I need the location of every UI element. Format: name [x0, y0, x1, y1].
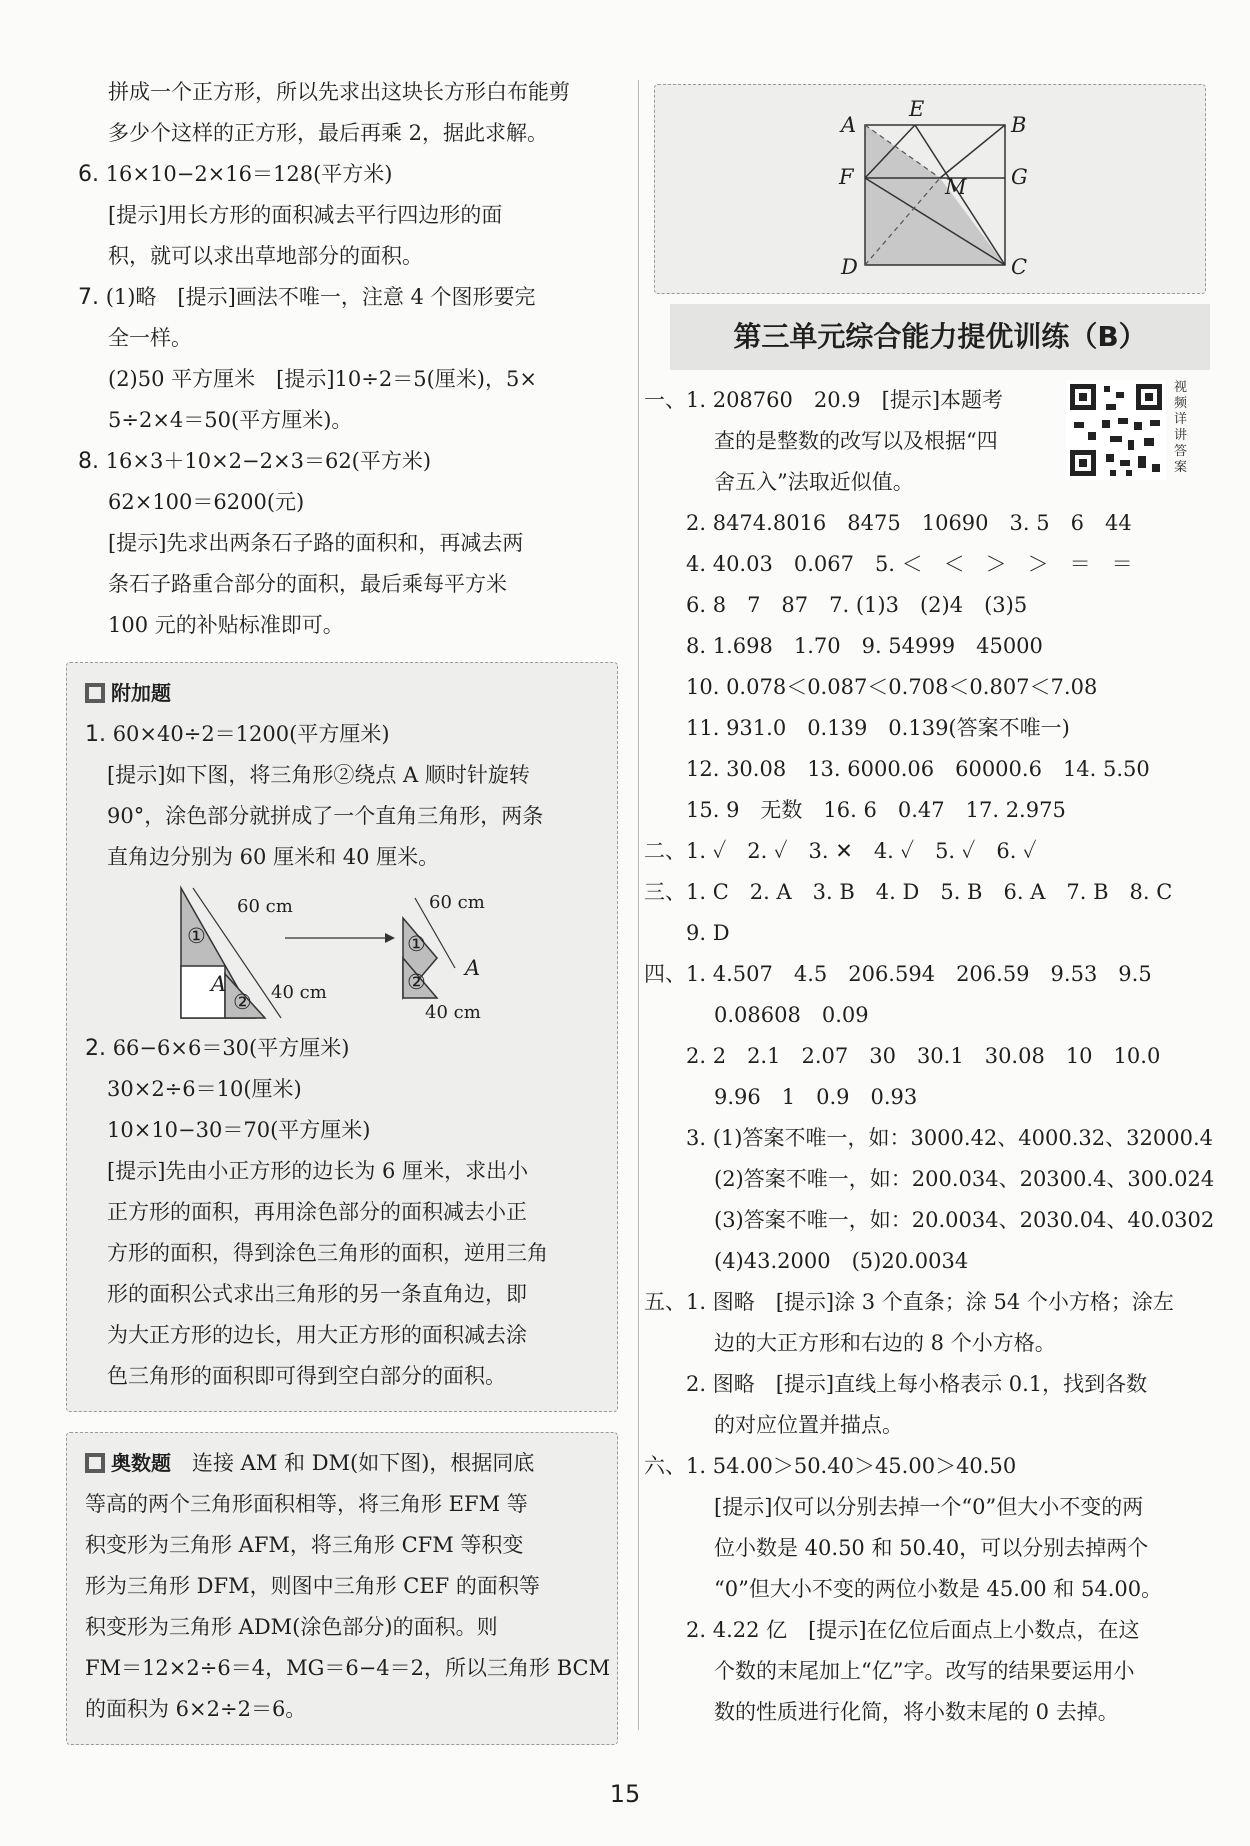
- tip-line: 正方形的面积，再用涂色部分的面积减去小正: [107, 1200, 527, 1224]
- answer-line: 15. 9 无数 16. 6 0.47 17. 2.975: [686, 798, 1066, 822]
- answer-text: (1)略 [提示]画法不唯一，注意 4 个图形要完: [105, 285, 536, 309]
- answer-line: 舍五入”法取近似值。: [714, 470, 914, 494]
- tip-line: [提示]用长方形的面积减去平行四边形的面: [108, 203, 503, 227]
- olympiad-box: [66, 1432, 618, 1745]
- answer-line: 11. 931.0 0.139 0.139(答案不唯一): [686, 716, 1070, 740]
- answer-line: 四、1. 4.507 4.5 206.594 206.59 9.53 9.5: [644, 962, 1152, 986]
- label-circle-2: ②: [233, 990, 252, 1014]
- tip-line: [提示]先由小正方形的边长为 6 厘米，求出小: [107, 1159, 529, 1183]
- text-line: FM＝12×2÷6＝4，MG＝6−4＝2，所以三角形 BCM: [85, 1656, 611, 1680]
- answer-line: 一、1. 208760 20.9 [提示]本题考: [644, 388, 1004, 412]
- extra-problems-box: [66, 662, 618, 1412]
- item-number: 6.: [78, 162, 99, 187]
- answer-6: [78, 154, 623, 195]
- label-A: A: [841, 113, 857, 137]
- text-line: 全一样。: [108, 326, 192, 350]
- left-column: [78, 72, 623, 1745]
- answer-line: 9. D: [686, 921, 730, 945]
- geometry-figure-box: [654, 84, 1206, 294]
- rotation-figure-svg: [85, 878, 605, 1028]
- answer-line: 10. 0.078＜0.087＜0.708＜0.807＜7.08: [686, 675, 1098, 699]
- label-M: M: [945, 175, 967, 199]
- label-40cm-right: 40 cm: [425, 1002, 481, 1023]
- answer-text: 60×40÷2＝1200(平方厘米): [112, 722, 390, 746]
- answer-7: [78, 277, 623, 318]
- label-60cm: 60 cm: [237, 896, 293, 917]
- answer-line: 6. 8 7 87 7. (1)3 (2)4 (3)5: [686, 593, 1028, 617]
- answer-text: 66−6×6＝30(平方厘米): [112, 1036, 350, 1060]
- text-line: 的面积为 6×2÷2＝6。: [85, 1697, 307, 1721]
- olympiad-text: 连接 AM 和 DM(如下图)，根据同底: [192, 1451, 535, 1475]
- text-line: (2)50 平方厘米 [提示]10÷2＝5(厘米)，5×: [108, 367, 537, 391]
- answer-line: 9.96 1 0.9 0.93: [714, 1085, 918, 1109]
- answer-line: 数的性质进行化简，将小数末尾的 0 去掉。: [714, 1700, 1119, 1724]
- answer-line: 位小数是 40.50 和 50.40，可以分别去掉两个: [714, 1536, 1149, 1560]
- text-line: 形为三角形 DFM，则图中三角形 CEF 的面积等: [85, 1574, 540, 1598]
- answer-line: 0.08608 0.09: [714, 1003, 869, 1027]
- answer-line: (3)答案不唯一，如：20.0034、2030.04、40.0302: [714, 1208, 1215, 1232]
- answer-line: 12. 30.08 13. 6000.06 60000.6 14. 5.50: [686, 757, 1150, 781]
- text-line: 30×2÷6＝10(厘米): [107, 1077, 302, 1101]
- answer-line: 查的是整数的改写以及根据“四: [714, 429, 998, 453]
- label-40cm: 40 cm: [271, 982, 327, 1003]
- extra-title-text: 附加题: [111, 681, 171, 705]
- extra-answer-2: [85, 1028, 599, 1069]
- text-line: 10×10−30＝70(平方厘米): [107, 1118, 371, 1142]
- text-line: [提示]先求出两条石子路的面积和，再减去两: [108, 531, 524, 555]
- tip-line: 直角边分别为 60 厘米和 40 厘米。: [107, 845, 440, 869]
- item-number: 8.: [78, 449, 99, 474]
- tip-line: 90°，涂色部分就拼成了一个直角三角形，两条: [107, 804, 544, 828]
- tip-line: 形的面积公式求出三角形的另一条直角边，即: [107, 1282, 527, 1306]
- text-line: 条石子路重合部分的面积，最后乘每平方米: [108, 572, 507, 596]
- answer-line: 4. 40.03 0.067 5. ＜ ＜ ＞ ＞ ＝ ＝: [686, 552, 1133, 576]
- answer-line: 3. (1)答案不唯一，如：3000.42、4000.32、32000.4: [686, 1126, 1213, 1150]
- page-number: 15: [609, 1780, 641, 1808]
- label-circle-2-right: ②: [407, 970, 426, 994]
- text-line: 100 元的补贴标准即可。: [108, 613, 344, 637]
- tip-line: 积，就可以求出草地部分的面积。: [108, 244, 423, 268]
- answer-line: 2. 4.22 亿 [提示]在亿位后面点上小数点，在这: [686, 1618, 1140, 1642]
- text-line: 62×100＝6200(元): [108, 490, 305, 514]
- label-A-right: A: [465, 956, 481, 980]
- label-circle-1: ①: [187, 924, 206, 948]
- text-line: 积变形为三角形 ADM(涂色部分)的面积。则: [85, 1615, 498, 1639]
- label-F: F: [839, 165, 854, 189]
- text-line: 5÷2×4＝50(平方厘米)。: [108, 408, 353, 432]
- answer-line: 8. 1.698 1.70 9. 54999 45000: [686, 634, 1043, 658]
- text-line: 积变形为三角形 AFM，将三角形 CFM 等积变: [85, 1533, 524, 1557]
- answer-line: (4)43.2000 (5)20.0034: [714, 1249, 969, 1273]
- label-A: A: [211, 972, 227, 996]
- answer-line: 的对应位置并描点。: [714, 1413, 903, 1437]
- label-60cm-right: 60 cm: [429, 892, 485, 913]
- answer-line: 2. 8474.8016 8475 10690 3. 5 6 44: [686, 511, 1132, 535]
- tip-line: 色三角形的面积即可得到空白部分的面积。: [107, 1364, 506, 1388]
- column-divider: [638, 80, 639, 1730]
- answers-block: [644, 380, 1215, 1733]
- text-line: 多少个这样的正方形，最后再乘 2，据此求解。: [108, 121, 549, 145]
- tip-line: 方形的面积，得到涂色三角形的面积，逆用三角: [107, 1241, 548, 1265]
- rotation-figure: [85, 878, 599, 1028]
- label-circle-1-right: ①: [407, 932, 426, 956]
- label-E: E: [909, 97, 925, 121]
- item-number: 1.: [85, 722, 106, 747]
- answer-line: 2. 图略 [提示]直线上每小格表示 0.1，找到各数: [686, 1372, 1148, 1396]
- extra-answer-1: [85, 714, 599, 755]
- answer-text: 16×10−2×16＝128(平方米): [105, 162, 393, 186]
- answer-line: 二、1. ✓ 2. ✓ 3. ✕ 4. ✓ 5. ✓ 6. ✓: [644, 839, 1037, 863]
- label-D: D: [841, 255, 858, 279]
- answer-line: (2)答案不唯一，如：200.034、20300.4、300.024: [714, 1167, 1215, 1191]
- text-line: 拼成一个正方形，所以先求出这块长方形白布能剪: [108, 80, 570, 104]
- answer-8: [78, 441, 623, 482]
- section-title: 第三单元综合能力提优训练（B）: [670, 304, 1210, 370]
- label-C: C: [1011, 255, 1028, 279]
- answer-line: [提示]仅可以分别去掉一个“0”但大小不变的两: [714, 1495, 1144, 1519]
- section-icon: [85, 1453, 105, 1473]
- answer-line: 2. 2 2.1 2.07 30 30.1 30.08 10 10.0: [686, 1044, 1161, 1068]
- answer-line: 五、1. 图略 [提示]涂 3 个直条；涂 54 个小方格；涂左: [644, 1290, 1174, 1314]
- qr-caption: 视频详讲答案: [1174, 380, 1188, 475]
- extra-title: [85, 673, 599, 714]
- answer-line: 三、1. C 2. A 3. B 4. D 5. B 6. A 7. B 8. C: [644, 880, 1173, 904]
- tip-line: [提示]如下图，将三角形②绕点 A 顺时针旋转: [107, 763, 530, 787]
- answer-line: 个数的末尾加上“亿”字。改写的结果要运用小: [714, 1659, 1135, 1683]
- label-B: B: [1011, 113, 1027, 137]
- section-icon: [85, 683, 105, 703]
- text-line: 等高的两个三角形面积相等，将三角形 EFM 等: [85, 1492, 528, 1516]
- item-number: 2.: [85, 1036, 106, 1061]
- answer-line: 六、1. 54.00＞50.40＞45.00＞40.50: [644, 1454, 1017, 1478]
- right-column: [644, 84, 1215, 1733]
- item-number: 7.: [78, 285, 99, 310]
- answer-line: “0”但大小不变的两位小数是 45.00 和 54.00。: [714, 1577, 1163, 1601]
- olympiad-first-line: [85, 1443, 599, 1484]
- answer-text: 16×3＋10×2−2×3＝62(平方米): [105, 449, 432, 473]
- answer-line: 边的大正方形和右边的 8 个小方格。: [714, 1331, 1056, 1355]
- tip-line: 为大正方形的边长，用大正方形的面积减去涂: [107, 1323, 527, 1347]
- olympiad-title: 奥数题: [111, 1451, 171, 1475]
- label-G: G: [1011, 165, 1028, 189]
